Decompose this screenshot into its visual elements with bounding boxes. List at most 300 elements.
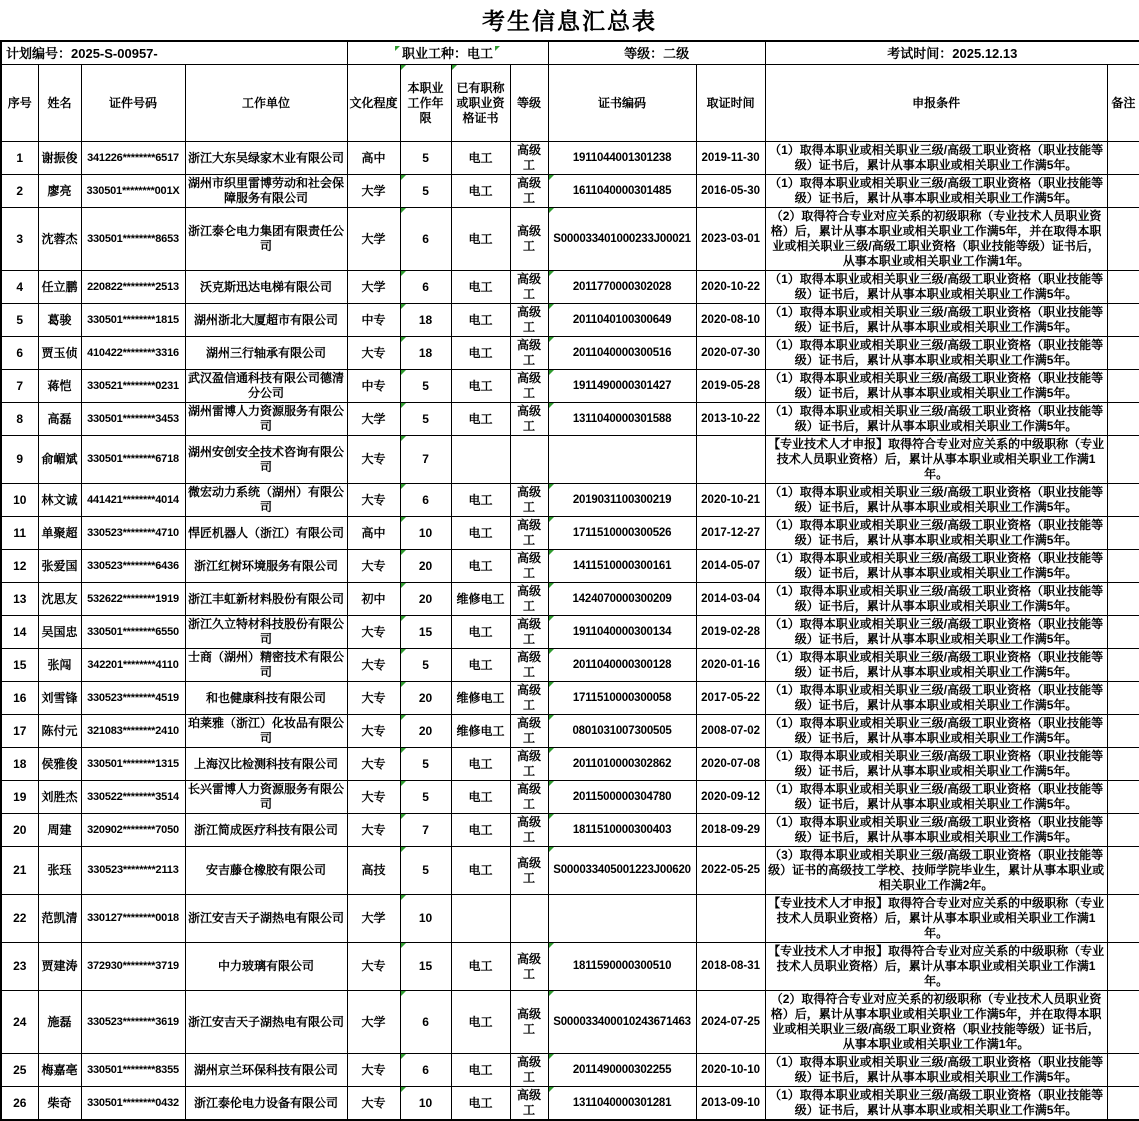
cell-existing-cert[interactable]: 电工 — [451, 991, 510, 1054]
cell-work-years[interactable]: 5 — [400, 847, 451, 895]
cell-level[interactable]: 高级工 — [510, 550, 548, 583]
cell-remark[interactable] — [1107, 715, 1139, 748]
cell-level[interactable]: 高级工 — [510, 943, 548, 991]
cell-cert-date[interactable]: 2020-07-08 — [696, 748, 765, 781]
cell-serial[interactable]: 19 — [1, 781, 38, 814]
cell-cert-number[interactable]: 2011040000300128 — [548, 649, 696, 682]
cell-id-number[interactable]: 330501********0432 — [81, 1087, 185, 1121]
cell-existing-cert[interactable]: 电工 — [451, 1054, 510, 1087]
cell-existing-cert[interactable]: 电工 — [451, 847, 510, 895]
cell-level[interactable]: 高级工 — [510, 337, 548, 370]
cell-cert-number[interactable]: 2019031100300219 — [548, 484, 696, 517]
cell-education[interactable]: 大专 — [347, 484, 400, 517]
cell-id-number[interactable]: 330521********0231 — [81, 370, 185, 403]
cell-cert-date[interactable]: 2013-09-10 — [696, 1087, 765, 1121]
cell-name[interactable]: 单聚超 — [38, 517, 81, 550]
cell-education[interactable]: 中专 — [347, 304, 400, 337]
cell-work-years[interactable]: 6 — [400, 1054, 451, 1087]
cell-remark[interactable] — [1107, 484, 1139, 517]
cell-id-number[interactable]: 441421********4014 — [81, 484, 185, 517]
cell-company[interactable]: 浙江简成医疗科技有限公司 — [185, 814, 347, 847]
cell-conditions[interactable]: （1）取得本职业或相关职业三级/高级工职业资格（职业技能等级）证书后，累计从事本职业或相关职业工作满5年。 — [765, 583, 1107, 616]
cell-name[interactable]: 侯雅俊 — [38, 748, 81, 781]
cell-conditions[interactable]: （1）取得本职业或相关职业三级/高级工职业资格（职业技能等级）证书后，累计从事本职业或相关职业工作满5年。 — [765, 781, 1107, 814]
cell-education[interactable]: 大专 — [347, 781, 400, 814]
col-header-education[interactable]: 文化程度 — [347, 65, 400, 142]
cell-remark[interactable] — [1107, 436, 1139, 484]
cell-existing-cert[interactable]: 电工 — [451, 208, 510, 271]
cell-cert-number[interactable]: 2011770000302028 — [548, 271, 696, 304]
cell-serial[interactable]: 11 — [1, 517, 38, 550]
cell-cert-date[interactable]: 2020-10-22 — [696, 271, 765, 304]
cell-cert-date[interactable] — [696, 436, 765, 484]
cell-company[interactable]: 浙江大东吴绿家木业有限公司 — [185, 142, 347, 175]
cell-conditions[interactable]: （1）取得本职业或相关职业三级/高级工职业资格（职业技能等级）证书后，累计从事本职业或相关职业工作满5年。 — [765, 748, 1107, 781]
cell-cert-number[interactable]: 1311040000301588 — [548, 403, 696, 436]
cell-id-number[interactable]: 330522********3514 — [81, 781, 185, 814]
cell-name[interactable]: 廖亮 — [38, 175, 81, 208]
cell-cert-date[interactable]: 2020-01-16 — [696, 649, 765, 682]
cell-conditions[interactable]: （1）取得本职业或相关职业三级/高级工职业资格（职业技能等级）证书后，累计从事本职业或相关职业工作满5年。 — [765, 175, 1107, 208]
cell-id-number[interactable]: 330501********6718 — [81, 436, 185, 484]
cell-cert-number[interactable]: 0801031007300505 — [548, 715, 696, 748]
col-header-work-years[interactable]: 本职业工作年限 — [400, 65, 451, 142]
cell-cert-number[interactable]: 1711510000300526 — [548, 517, 696, 550]
cell-existing-cert[interactable]: 电工 — [451, 943, 510, 991]
cell-name[interactable]: 高磊 — [38, 403, 81, 436]
cell-existing-cert[interactable]: 电工 — [451, 814, 510, 847]
cell-existing-cert[interactable]: 电工 — [451, 370, 510, 403]
cell-conditions[interactable]: （2）取得符合专业对应关系的初级职称（专业技术人员职业资格）后，累计从事本职业或相关职业工作满5年，并在取得本职业或相关职业三级/高级工职业资格（职业技能等级）证书后，从事本职业或相关职业工作满1年。 — [765, 991, 1107, 1054]
cell-education[interactable]: 高技 — [347, 847, 400, 895]
cell-remark[interactable] — [1107, 142, 1139, 175]
cell-remark[interactable] — [1107, 370, 1139, 403]
cell-work-years[interactable]: 5 — [400, 403, 451, 436]
cell-work-years[interactable]: 10 — [400, 895, 451, 943]
cell-level[interactable]: 高级工 — [510, 748, 548, 781]
cell-remark[interactable] — [1107, 895, 1139, 943]
cell-education[interactable]: 中专 — [347, 370, 400, 403]
cell-existing-cert[interactable]: 维修电工 — [451, 715, 510, 748]
cell-work-years[interactable]: 10 — [400, 1087, 451, 1121]
cell-remark[interactable] — [1107, 649, 1139, 682]
cell-remark[interactable] — [1107, 991, 1139, 1054]
cell-id-number[interactable]: 330501********6550 — [81, 616, 185, 649]
cell-work-years[interactable]: 7 — [400, 436, 451, 484]
cell-serial[interactable]: 8 — [1, 403, 38, 436]
cell-cert-date[interactable]: 2016-05-30 — [696, 175, 765, 208]
level-cell[interactable]: 等级：二级 — [548, 41, 765, 65]
cell-id-number[interactable]: 330523********2113 — [81, 847, 185, 895]
cell-name[interactable]: 贾建涛 — [38, 943, 81, 991]
cell-company[interactable]: 士商（湖州）精密技术有限公司 — [185, 649, 347, 682]
cell-level[interactable]: 高级工 — [510, 847, 548, 895]
cell-company[interactable]: 悍匠机器人（浙江）有限公司 — [185, 517, 347, 550]
cell-education[interactable]: 大学 — [347, 175, 400, 208]
cell-work-years[interactable]: 15 — [400, 616, 451, 649]
cell-cert-date[interactable]: 2020-10-21 — [696, 484, 765, 517]
cell-cert-date[interactable]: 2024-07-25 — [696, 991, 765, 1054]
cell-id-number[interactable]: 330501********3453 — [81, 403, 185, 436]
cell-name[interactable]: 吴国忠 — [38, 616, 81, 649]
cell-existing-cert[interactable]: 电工 — [451, 271, 510, 304]
cell-serial[interactable]: 22 — [1, 895, 38, 943]
cell-company[interactable]: 中力玻璃有限公司 — [185, 943, 347, 991]
cell-id-number[interactable]: 341226********6517 — [81, 142, 185, 175]
cell-education[interactable]: 大学 — [347, 895, 400, 943]
cell-level[interactable] — [510, 436, 548, 484]
cell-remark[interactable] — [1107, 583, 1139, 616]
cell-education[interactable]: 大学 — [347, 403, 400, 436]
cell-company[interactable]: 微宏动力系统（湖州）有限公司 — [185, 484, 347, 517]
cell-conditions[interactable]: （1）取得本职业或相关职业三级/高级工职业资格（职业技能等级）证书后，累计从事本职业或相关职业工作满5年。 — [765, 337, 1107, 370]
cell-name[interactable]: 张闯 — [38, 649, 81, 682]
cell-company[interactable]: 浙江久立特材科技股份有限公司 — [185, 616, 347, 649]
cell-education[interactable]: 大专 — [347, 616, 400, 649]
cell-name[interactable]: 刘胜杰 — [38, 781, 81, 814]
cell-cert-date[interactable]: 2020-10-10 — [696, 1054, 765, 1087]
cell-name[interactable]: 任立鹏 — [38, 271, 81, 304]
cell-work-years[interactable]: 7 — [400, 814, 451, 847]
cell-cert-number[interactable]: 2011040100300649 — [548, 304, 696, 337]
cell-name[interactable]: 张爱国 — [38, 550, 81, 583]
cell-cert-date[interactable]: 2018-09-29 — [696, 814, 765, 847]
cell-education[interactable]: 大专 — [347, 715, 400, 748]
cell-serial[interactable]: 7 — [1, 370, 38, 403]
cell-remark[interactable] — [1107, 616, 1139, 649]
cell-cert-number[interactable]: S000033401000233J00021 — [548, 208, 696, 271]
cell-remark[interactable] — [1107, 517, 1139, 550]
cell-level[interactable]: 高级工 — [510, 583, 548, 616]
cell-cert-number[interactable]: 2011040000300516 — [548, 337, 696, 370]
cell-cert-date[interactable]: 2020-07-30 — [696, 337, 765, 370]
cell-cert-date[interactable]: 2022-05-25 — [696, 847, 765, 895]
cell-work-years[interactable]: 6 — [400, 484, 451, 517]
cell-remark[interactable] — [1107, 943, 1139, 991]
col-header-conditions[interactable]: 申报条件 — [765, 65, 1107, 142]
cell-id-number[interactable]: 330501********1315 — [81, 748, 185, 781]
cell-conditions[interactable]: （1）取得本职业或相关职业三级/高级工职业资格（职业技能等级）证书后，累计从事本职业或相关职业工作满5年。 — [765, 142, 1107, 175]
cell-remark[interactable] — [1107, 748, 1139, 781]
cell-company[interactable]: 浙江安吉天子湖热电有限公司 — [185, 991, 347, 1054]
cell-education[interactable]: 大专 — [347, 748, 400, 781]
cell-work-years[interactable]: 6 — [400, 271, 451, 304]
cell-work-years[interactable]: 20 — [400, 715, 451, 748]
cell-remark[interactable] — [1107, 550, 1139, 583]
cell-serial[interactable]: 1 — [1, 142, 38, 175]
cell-level[interactable]: 高级工 — [510, 517, 548, 550]
cell-cert-date[interactable]: 2018-08-31 — [696, 943, 765, 991]
cell-cert-number[interactable]: 1811590000300510 — [548, 943, 696, 991]
cell-id-number[interactable]: 372930********3719 — [81, 943, 185, 991]
cell-education[interactable]: 大专 — [347, 943, 400, 991]
cell-cert-number[interactable]: 1811510000300403 — [548, 814, 696, 847]
cell-conditions[interactable]: （1）取得本职业或相关职业三级/高级工职业资格（职业技能等级）证书后，累计从事本职业或相关职业工作满5年。 — [765, 682, 1107, 715]
cell-work-years[interactable]: 20 — [400, 583, 451, 616]
cell-id-number[interactable]: 410422********3316 — [81, 337, 185, 370]
cell-id-number[interactable]: 330127********0018 — [81, 895, 185, 943]
cell-serial[interactable]: 23 — [1, 943, 38, 991]
cell-existing-cert[interactable]: 电工 — [451, 142, 510, 175]
cell-company[interactable]: 浙江红树环境服务有限公司 — [185, 550, 347, 583]
cell-level[interactable]: 高级工 — [510, 814, 548, 847]
cell-level[interactable]: 高级工 — [510, 370, 548, 403]
cell-remark[interactable] — [1107, 1087, 1139, 1121]
cell-cert-date[interactable]: 2020-09-12 — [696, 781, 765, 814]
cell-name[interactable]: 林文诚 — [38, 484, 81, 517]
cell-existing-cert[interactable]: 维修电工 — [451, 682, 510, 715]
cell-work-years[interactable]: 20 — [400, 550, 451, 583]
cell-id-number[interactable]: 342201********4110 — [81, 649, 185, 682]
cell-conditions[interactable]: 【专业技术人才申报】取得符合专业对应关系的中级职称（专业技术人员职业资格）后，累计从事本职业或相关职业工作满1年。 — [765, 943, 1107, 991]
cell-serial[interactable]: 16 — [1, 682, 38, 715]
cell-company[interactable]: 浙江安吉天子湖热电有限公司 — [185, 895, 347, 943]
cell-serial[interactable]: 12 — [1, 550, 38, 583]
occupation-cell[interactable] — [347, 41, 548, 65]
cell-name[interactable]: 张珏 — [38, 847, 81, 895]
cell-work-years[interactable]: 15 — [400, 943, 451, 991]
cell-level[interactable] — [510, 895, 548, 943]
cell-education[interactable]: 大专 — [347, 682, 400, 715]
cell-level[interactable]: 高级工 — [510, 1054, 548, 1087]
cell-remark[interactable] — [1107, 814, 1139, 847]
col-header-existing-cert[interactable]: 已有职称或职业资格证书 — [451, 65, 510, 142]
cell-cert-number[interactable]: 1611040000301485 — [548, 175, 696, 208]
cell-conditions[interactable]: （1）取得本职业或相关职业三级/高级工职业资格（职业技能等级）证书后，累计从事本职业或相关职业工作满5年。 — [765, 271, 1107, 304]
cell-level[interactable]: 高级工 — [510, 649, 548, 682]
cell-name[interactable]: 周建 — [38, 814, 81, 847]
cell-existing-cert[interactable]: 电工 — [451, 748, 510, 781]
cell-cert-number[interactable]: 1711510000300058 — [548, 682, 696, 715]
cell-cert-number[interactable]: 1311040000301281 — [548, 1087, 696, 1121]
plan-number[interactable]: 计划编号：2025-S-00957- — [1, 41, 347, 65]
cell-work-years[interactable]: 18 — [400, 337, 451, 370]
cell-id-number[interactable]: 330523********6436 — [81, 550, 185, 583]
cell-education[interactable]: 高中 — [347, 517, 400, 550]
cell-existing-cert[interactable]: 维修电工 — [451, 583, 510, 616]
cell-company[interactable]: 湖州雷博人力资源服务有限公司 — [185, 403, 347, 436]
col-header-level[interactable]: 等级 — [510, 65, 548, 142]
cell-work-years[interactable]: 18 — [400, 304, 451, 337]
cell-conditions[interactable]: （1）取得本职业或相关职业三级/高级工职业资格（职业技能等级）证书后，累计从事本职业或相关职业工作满5年。 — [765, 649, 1107, 682]
cell-conditions[interactable]: （2）取得符合专业对应关系的初级职称（专业技术人员职业资格）后，累计从事本职业或相关职业工作满5年，并在取得本职业或相关职业三级/高级工职业资格（职业技能等级）证书后，从事本职业或相关职业工作满1年。 — [765, 208, 1107, 271]
cell-conditions[interactable]: （1）取得本职业或相关职业三级/高级工职业资格（职业技能等级）证书后，累计从事本职业或相关职业工作满5年。 — [765, 616, 1107, 649]
cell-serial[interactable]: 10 — [1, 484, 38, 517]
cell-work-years[interactable]: 5 — [400, 748, 451, 781]
cell-cert-number[interactable]: 1911490000301427 — [548, 370, 696, 403]
cell-level[interactable]: 高级工 — [510, 991, 548, 1054]
col-header-serial[interactable]: 序号 — [1, 65, 38, 142]
cell-company[interactable]: 安吉藤仓橡胶有限公司 — [185, 847, 347, 895]
col-header-cert-number[interactable]: 证书编码 — [548, 65, 696, 142]
cell-company[interactable]: 武汉盈信通科技有限公司德清分公司 — [185, 370, 347, 403]
cell-id-number[interactable]: 330501********1815 — [81, 304, 185, 337]
cell-serial[interactable]: 6 — [1, 337, 38, 370]
cell-cert-number[interactable] — [548, 436, 696, 484]
col-header-company[interactable]: 工作单位 — [185, 65, 347, 142]
cell-remark[interactable] — [1107, 175, 1139, 208]
cell-serial[interactable]: 5 — [1, 304, 38, 337]
cell-work-years[interactable]: 5 — [400, 649, 451, 682]
cell-cert-date[interactable]: 2017-05-22 — [696, 682, 765, 715]
cell-id-number[interactable]: 220822********2513 — [81, 271, 185, 304]
cell-work-years[interactable]: 5 — [400, 175, 451, 208]
cell-work-years[interactable]: 5 — [400, 370, 451, 403]
cell-cert-date[interactable]: 2014-05-07 — [696, 550, 765, 583]
cell-cert-date[interactable]: 2017-12-27 — [696, 517, 765, 550]
cell-serial[interactable]: 20 — [1, 814, 38, 847]
cell-name[interactable]: 沈蓉杰 — [38, 208, 81, 271]
cell-level[interactable]: 高级工 — [510, 208, 548, 271]
cell-cert-number[interactable]: 2011490000302255 — [548, 1054, 696, 1087]
cell-name[interactable]: 贾玉侦 — [38, 337, 81, 370]
cell-cert-number[interactable] — [548, 895, 696, 943]
cell-work-years[interactable]: 5 — [400, 781, 451, 814]
cell-conditions[interactable]: （3）取得本职业或相关职业三级/高级工职业资格（职业技能等级）证书的高级技工学校、技师学院毕业生，累计从事本职业或相关职业工作满2年。 — [765, 847, 1107, 895]
cell-remark[interactable] — [1107, 1054, 1139, 1087]
cell-serial[interactable]: 13 — [1, 583, 38, 616]
cell-conditions[interactable]: （1）取得本职业或相关职业三级/高级工职业资格（职业技能等级）证书后，累计从事本职业或相关职业工作满5年。 — [765, 370, 1107, 403]
cell-cert-date[interactable]: 2013-10-22 — [696, 403, 765, 436]
cell-education[interactable]: 大专 — [347, 436, 400, 484]
cell-company[interactable]: 和也健康科技有限公司 — [185, 682, 347, 715]
cell-remark[interactable] — [1107, 403, 1139, 436]
cell-remark[interactable] — [1107, 271, 1139, 304]
cell-company[interactable]: 浙江泰伦电力设备有限公司 — [185, 1087, 347, 1121]
cell-education[interactable]: 大学 — [347, 991, 400, 1054]
cell-company[interactable]: 浙江丰虹新材料股份有限公司 — [185, 583, 347, 616]
cell-existing-cert[interactable] — [451, 436, 510, 484]
cell-work-years[interactable]: 10 — [400, 517, 451, 550]
cell-education[interactable]: 大学 — [347, 271, 400, 304]
cell-name[interactable]: 施磊 — [38, 991, 81, 1054]
cell-serial[interactable]: 18 — [1, 748, 38, 781]
cell-remark[interactable] — [1107, 682, 1139, 715]
cell-name[interactable]: 梅嘉亳 — [38, 1054, 81, 1087]
cell-company[interactable]: 湖州三行轴承有限公司 — [185, 337, 347, 370]
cell-existing-cert[interactable]: 电工 — [451, 337, 510, 370]
cell-serial[interactable]: 9 — [1, 436, 38, 484]
cell-name[interactable]: 范凯清 — [38, 895, 81, 943]
cell-level[interactable]: 高级工 — [510, 715, 548, 748]
cell-conditions[interactable]: 【专业技术人才申报】取得符合专业对应关系的中级职称（专业技术人员职业资格）后，累计从事本职业或相关职业工作满1年。 — [765, 895, 1107, 943]
cell-serial[interactable]: 26 — [1, 1087, 38, 1121]
cell-work-years[interactable]: 5 — [400, 142, 451, 175]
cell-level[interactable]: 高级工 — [510, 271, 548, 304]
cell-name[interactable]: 葛骏 — [38, 304, 81, 337]
cell-level[interactable]: 高级工 — [510, 142, 548, 175]
cell-conditions[interactable]: 【专业技术人才申报】取得符合专业对应关系的中级职称（专业技术人员职业资格）后，累计从事本职业或相关职业工作满1年。 — [765, 436, 1107, 484]
cell-cert-date[interactable] — [696, 895, 765, 943]
cell-company[interactable]: 上海汉比检测科技有限公司 — [185, 748, 347, 781]
cell-company[interactable]: 浙江泰仑电力集团有限责任公司 — [185, 208, 347, 271]
cell-conditions[interactable]: （1）取得本职业或相关职业三级/高级工职业资格（职业技能等级）证书后，累计从事本职业或相关职业工作满5年。 — [765, 304, 1107, 337]
cell-name[interactable]: 刘雪锋 — [38, 682, 81, 715]
cell-cert-date[interactable]: 2020-08-10 — [696, 304, 765, 337]
cell-serial[interactable]: 25 — [1, 1054, 38, 1087]
cell-conditions[interactable]: （1）取得本职业或相关职业三级/高级工职业资格（职业技能等级）证书后，累计从事本职业或相关职业工作满5年。 — [765, 1054, 1107, 1087]
cell-name[interactable]: 俞嵋斌 — [38, 436, 81, 484]
cell-remark[interactable] — [1107, 337, 1139, 370]
cell-conditions[interactable]: （1）取得本职业或相关职业三级/高级工职业资格（职业技能等级）证书后，累计从事本职业或相关职业工作满5年。 — [765, 403, 1107, 436]
cell-cert-number[interactable]: 2011010000302862 — [548, 748, 696, 781]
cell-serial[interactable]: 4 — [1, 271, 38, 304]
cell-id-number[interactable]: 320902********7050 — [81, 814, 185, 847]
cell-id-number[interactable]: 330501********8653 — [81, 208, 185, 271]
cell-serial[interactable]: 24 — [1, 991, 38, 1054]
cell-conditions[interactable]: （1）取得本职业或相关职业三级/高级工职业资格（职业技能等级）证书后，累计从事本职业或相关职业工作满5年。 — [765, 715, 1107, 748]
cell-cert-date[interactable]: 2019-02-28 — [696, 616, 765, 649]
cell-name[interactable]: 沈思友 — [38, 583, 81, 616]
cell-serial[interactable]: 14 — [1, 616, 38, 649]
cell-existing-cert[interactable]: 电工 — [451, 781, 510, 814]
cell-cert-date[interactable]: 2014-03-04 — [696, 583, 765, 616]
cell-company[interactable]: 湖州浙北大厦超市有限公司 — [185, 304, 347, 337]
cell-conditions[interactable]: （1）取得本职业或相关职业三级/高级工职业资格（职业技能等级）证书后，累计从事本职业或相关职业工作满5年。 — [765, 1087, 1107, 1121]
cell-serial[interactable]: 2 — [1, 175, 38, 208]
cell-level[interactable]: 高级工 — [510, 781, 548, 814]
cell-education[interactable]: 初中 — [347, 583, 400, 616]
cell-cert-number[interactable]: 1911044001301238 — [548, 142, 696, 175]
cell-education[interactable]: 大学 — [347, 208, 400, 271]
cell-existing-cert[interactable]: 电工 — [451, 484, 510, 517]
cell-level[interactable]: 高级工 — [510, 484, 548, 517]
cell-level[interactable]: 高级工 — [510, 304, 548, 337]
cell-education[interactable]: 高中 — [347, 142, 400, 175]
cell-company[interactable]: 沃克斯迅达电梯有限公司 — [185, 271, 347, 304]
cell-name[interactable]: 蒋恺 — [38, 370, 81, 403]
cell-conditions[interactable]: （1）取得本职业或相关职业三级/高级工职业资格（职业技能等级）证书后，累计从事本职业或相关职业工作满5年。 — [765, 484, 1107, 517]
cell-conditions[interactable]: （1）取得本职业或相关职业三级/高级工职业资格（职业技能等级）证书后，累计从事本职业或相关职业工作满5年。 — [765, 517, 1107, 550]
cell-company[interactable]: 珀莱雅（浙江）化妆品有限公司 — [185, 715, 347, 748]
cell-existing-cert[interactable]: 电工 — [451, 175, 510, 208]
cell-remark[interactable] — [1107, 847, 1139, 895]
cell-education[interactable]: 大专 — [347, 1054, 400, 1087]
cell-serial[interactable]: 17 — [1, 715, 38, 748]
cell-id-number[interactable]: 532622********1919 — [81, 583, 185, 616]
cell-existing-cert[interactable]: 电工 — [451, 1087, 510, 1121]
cell-id-number[interactable]: 330523********4519 — [81, 682, 185, 715]
cell-education[interactable]: 大专 — [347, 649, 400, 682]
cell-cert-number[interactable]: 2011500000304780 — [548, 781, 696, 814]
cell-existing-cert[interactable]: 电工 — [451, 304, 510, 337]
cell-serial[interactable]: 3 — [1, 208, 38, 271]
cell-cert-date[interactable]: 2019-05-28 — [696, 370, 765, 403]
cell-level[interactable]: 高级工 — [510, 1087, 548, 1121]
cell-existing-cert[interactable]: 电工 — [451, 403, 510, 436]
cell-id-number[interactable]: 321083********2410 — [81, 715, 185, 748]
cell-education[interactable]: 大专 — [347, 814, 400, 847]
exam-time-cell[interactable]: 考试时间：2025.12.13 — [765, 41, 1139, 65]
cell-existing-cert[interactable]: 电工 — [451, 550, 510, 583]
col-header-cert-date[interactable]: 取证时间 — [696, 65, 765, 142]
cell-cert-number[interactable]: 1911040000300134 — [548, 616, 696, 649]
cell-company[interactable]: 长兴雷博人力资源服务有限公司 — [185, 781, 347, 814]
cell-company[interactable]: 湖州安创安全技术咨询有限公司 — [185, 436, 347, 484]
cell-cert-date[interactable]: 2019-11-30 — [696, 142, 765, 175]
col-header-id-number[interactable]: 证件号码 — [81, 65, 185, 142]
cell-name[interactable]: 谢振俊 — [38, 142, 81, 175]
cell-name[interactable]: 陈付元 — [38, 715, 81, 748]
cell-remark[interactable] — [1107, 304, 1139, 337]
cell-cert-number[interactable]: S000033400010243671463 — [548, 991, 696, 1054]
cell-id-number[interactable]: 330523********4710 — [81, 517, 185, 550]
cell-cert-number[interactable]: 1411510000300161 — [548, 550, 696, 583]
cell-education[interactable]: 大专 — [347, 550, 400, 583]
cell-serial[interactable]: 21 — [1, 847, 38, 895]
cell-company[interactable]: 湖州市织里雷博劳动和社会保障服务有限公司 — [185, 175, 347, 208]
cell-level[interactable]: 高级工 — [510, 175, 548, 208]
